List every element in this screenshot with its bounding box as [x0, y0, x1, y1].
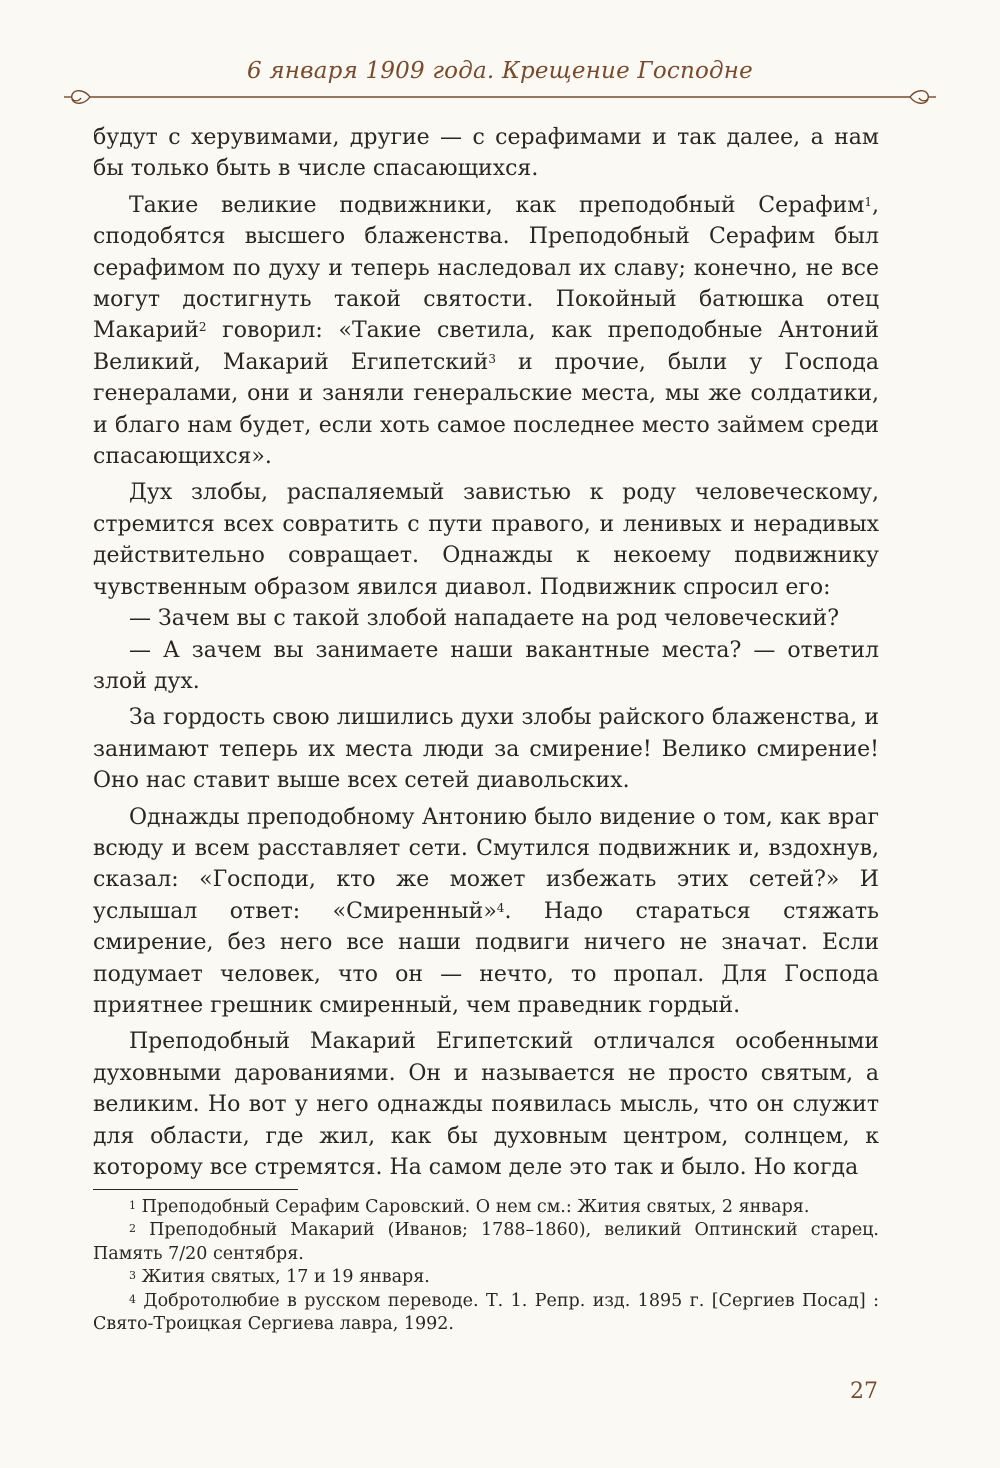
running-header-title: 6 января 1909 года. Крещение Господне [247, 58, 753, 84]
footnote: $^4$ Добротолюбие в русском переводе. Т. 1. Репр. изд. 1895 г. [Сергиев Посад] : Свято-Троицкая Сергиева лавра, 1992. [93, 1290, 879, 1335]
footnote-separator [93, 1189, 298, 1190]
footnote-ref: 1 [864, 194, 872, 209]
footnote: $^2$ Преподобный Макарий (Иванов; 1788–1860), великий Оптинский старец. Память 7/20 сентября. [93, 1220, 879, 1264]
footnote: $^3$ Жития святых, 17 и 19 января. [129, 1267, 430, 1288]
paragraph: За гордость свою лишились духи злобы райского блаженства, и занимают теперь их места люди за смирение! Велико смирение! Оно нас ставит выше всех сетей диавольских. [93, 705, 879, 794]
paragraph: будут с херувимами, другие — с серафимами и так далее, а нам бы только быть в числе спасающихся. [93, 125, 879, 182]
paragraph: Дух злобы, распаляемый завистью к роду человеческому, стремится всех совратить с пути правого, и ленивых и нерадивых действительно совращает. Однажды к некоему подвижнику чувственным образом явился диавол. Подвижник спросил его: [93, 480, 879, 600]
main-text [93, 122, 879, 1183]
page-number: 27 [850, 1379, 878, 1404]
running-header [60, 50, 940, 120]
dialogue-line: — А зачем вы занимаете наши вакантные места? — ответил злой дух. [93, 637, 879, 694]
footnote-ref: 2 [198, 320, 207, 335]
paragraph: Преподобный Макарий Египетский отличался особенными духовными дарованиями. Он и называется не просто святым, а великим. Но вот у него однажды появилась мысль, что он служит для области, где жил, как бы духовным центром, солнцем, к которому все стремятся. На самом деле это так и было. Но когда [93, 1029, 879, 1180]
paragraph: Такие великие подвижники, как преподобный Серафим$^1$, сподобятся высшего блаженства. Преподобный Серафим был серафимом по духу и теперь наследовал их славу; конечно, не все могут достигнуть такой святости. Покойный батюшка отец Макарий$^2$ говорил: «Такие светила, как преподобные Антоний Великий, Макарий Египетский$^3$ и прочие, были у Господа генералами, они и заняли генеральские места, мы же солдатики, и благо нам будет, если хоть самое последнее место займем среди спасающихся». [93, 192, 879, 470]
footnote: $^1$ Преподобный Серафим Саровский. О нем см.: Жития святых, 2 января. [129, 1197, 810, 1217]
footnote-ref: 3 [488, 351, 496, 366]
paragraph: Однажды преподобному Антонию было видение о том, как враг всюду и всем расставляет сети. Смутился подвижник и, вздохнув, сказал: «Господи, кто же может избежать этих сетей?» И услышал ответ: «Смиренный»$^4$. Надо стараться стяжать смирение, без него все наши подвиги ничего не значат. Если подумает человек, что он — нечто, то пропал. Для Господа приятнее грешник смиренный, чем праведник гордый. [93, 804, 879, 1018]
footnote-ref: 4 [496, 900, 505, 915]
dialogue-line: — Зачем вы с такой злобой нападаете на род человеческий? [129, 606, 840, 632]
footnotes [93, 1196, 879, 1336]
ornamental-rule [60, 87, 940, 107]
